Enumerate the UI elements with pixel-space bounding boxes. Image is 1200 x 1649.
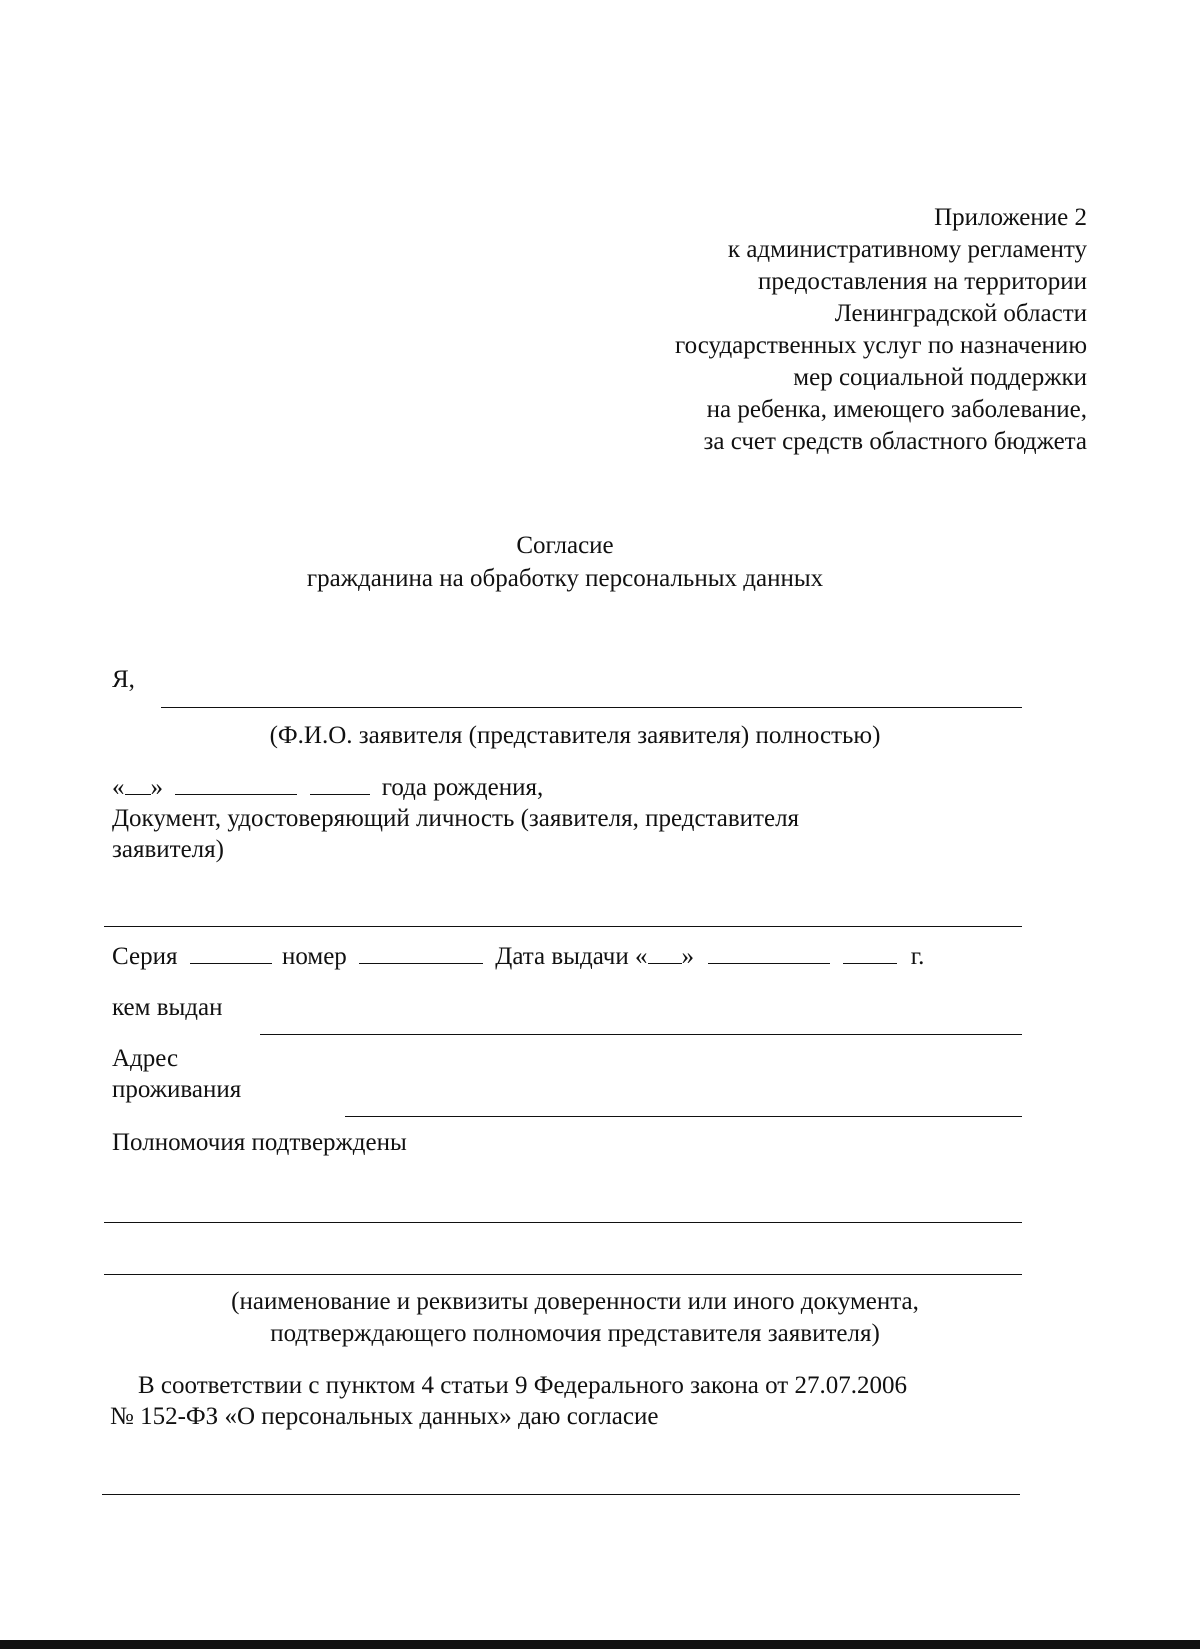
birth-month-field[interactable] xyxy=(175,774,297,795)
issued-by-label: кем выдан xyxy=(112,994,223,1021)
consent-field-line[interactable] xyxy=(102,1494,1020,1495)
number-field[interactable] xyxy=(359,943,483,964)
series-field[interactable] xyxy=(190,943,272,964)
header-line: предоставления на территории xyxy=(758,268,1087,295)
issue-date-close: » xyxy=(681,943,694,970)
issue-date-label: Дата выдачи « xyxy=(495,943,648,970)
number-label: номер xyxy=(281,943,347,970)
address-field-line[interactable] xyxy=(345,1116,1022,1117)
issue-year-field[interactable] xyxy=(843,943,897,964)
birth-day-field[interactable] xyxy=(125,774,151,795)
document-subtitle: гражданина на обработку персональных данных xyxy=(306,565,824,592)
birth-suffix: года рождения, xyxy=(381,774,544,801)
document-label-line2: заявителя) xyxy=(112,836,224,863)
series-row xyxy=(112,941,924,973)
header-line: Приложение 2 xyxy=(934,204,1087,231)
birth-date-row xyxy=(112,772,543,804)
consent-text-line2: № 152-ФЗ «О персональных данных» даю согласие xyxy=(110,1403,659,1430)
header-line: государственных услуг по назначению xyxy=(675,332,1087,359)
ya-label: Я, xyxy=(112,666,135,693)
authority-label: Полномочия подтверждены xyxy=(112,1129,407,1156)
address-label-line1: Адрес xyxy=(112,1045,179,1072)
fio-field-line[interactable] xyxy=(161,707,1022,708)
birth-year-field[interactable] xyxy=(310,774,370,795)
fio-caption: (Ф.И.О. заявителя (представителя заявителя) полностью) xyxy=(269,722,881,749)
document-field-line[interactable] xyxy=(104,926,1022,927)
header-line: Ленинградской области xyxy=(834,300,1087,327)
scan-edge-bar xyxy=(0,1640,1200,1649)
header-line: за счет средств областного бюджета xyxy=(703,428,1087,455)
document-label-line1: Документ, удостоверяющий личность (заявителя, представителя xyxy=(112,805,800,832)
birth-open-quote: « xyxy=(112,774,125,801)
authority-caption-line1: (наименование и реквизиты доверенности или иного документа, xyxy=(231,1288,919,1315)
authority-field-line-1[interactable] xyxy=(104,1222,1022,1223)
series-label: Серия xyxy=(112,943,178,970)
address-label-line2: проживания xyxy=(112,1076,242,1103)
issue-day-field[interactable] xyxy=(648,943,682,964)
authority-caption-line2: подтверждающего полномочия представителя заявителя) xyxy=(270,1320,880,1347)
issued-by-field-line[interactable] xyxy=(260,1034,1022,1035)
year-suffix: г. xyxy=(910,943,925,970)
header-line: мер социальной поддержки xyxy=(793,364,1087,391)
birth-close-quote: » xyxy=(150,774,163,801)
authority-field-line-2[interactable] xyxy=(104,1274,1022,1275)
consent-text-line1: В соответствии с пунктом 4 статьи 9 Федерального закона от 27.07.2006 xyxy=(138,1372,907,1399)
document-title: Согласие xyxy=(516,532,614,559)
header-line: на ребенка, имеющего заболевание, xyxy=(706,396,1087,423)
header-line: к административному регламенту xyxy=(727,236,1087,263)
issue-month-field[interactable] xyxy=(708,943,830,964)
